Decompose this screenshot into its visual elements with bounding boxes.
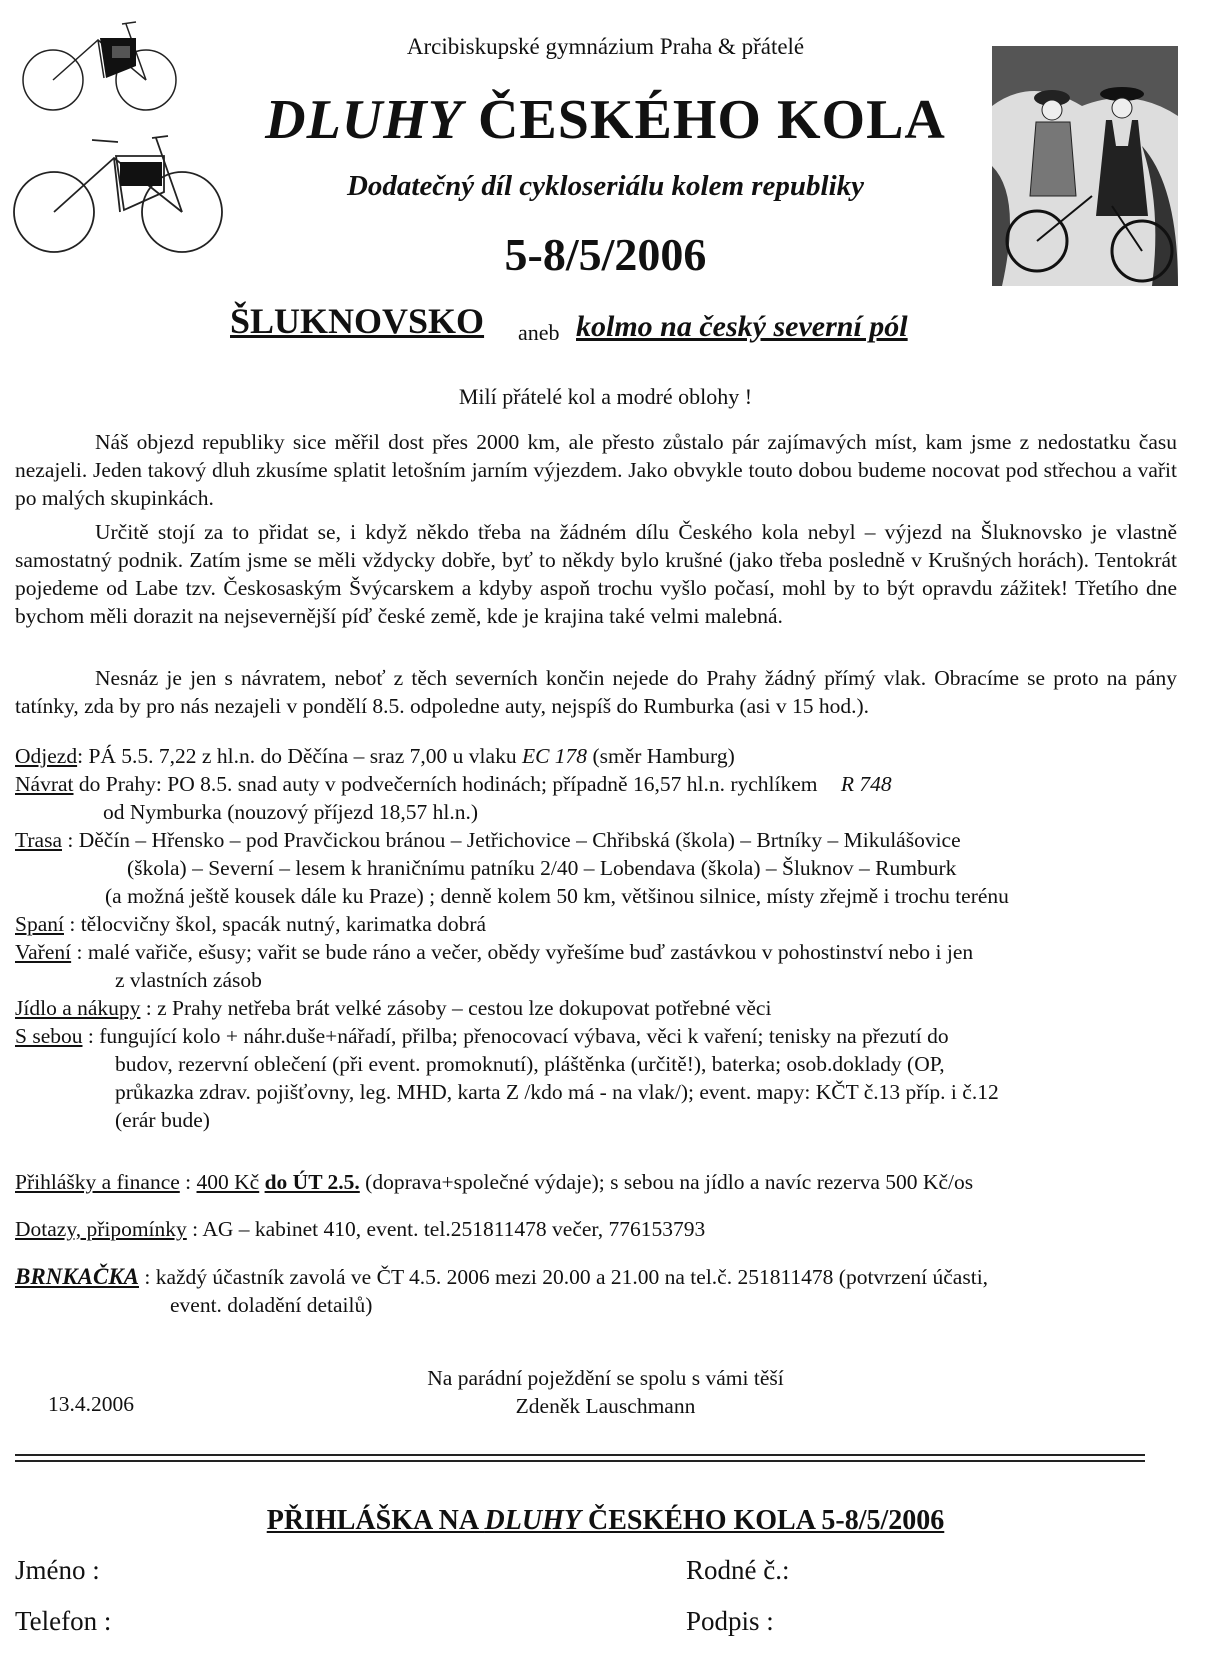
vareni-label: Vaření — [15, 940, 72, 964]
questions-label: Dotazy, připomínky — [15, 1217, 187, 1241]
paragraph-3: Nesnáz je jen s návratem, neboť z těch severních končin nejede do Prahy žádný přímý vlak. Obracíme se proto na pány tatínky, zda by pro nás nezajeli v pondělí 8.5. odpoledne auty, nejspíš do Rumburka (asi v 15 hod.). — [15, 666, 1177, 718]
closing — [0, 1364, 1211, 1420]
signature-name: Zdeněk Lauschmann — [515, 1394, 696, 1418]
motto: kolmo na český severní pól — [576, 310, 908, 343]
finance-line — [15, 1170, 973, 1195]
navrat-cont: od Nymburka (nouzový příjezd 18,57 hl.n.) — [103, 800, 478, 824]
phone-field-label: Telefon : — [15, 1606, 112, 1636]
spani-row — [15, 910, 1180, 938]
trasa-text: : Děčín – Hřensko – pod Pravčickou bránou – Jetřichovice – Chřibská (škola) – Brtníky – Mikulášovice — [62, 828, 961, 852]
vareni-cont: z vlastních zásob — [115, 968, 262, 992]
finance-amount: 400 Kč — [196, 1170, 260, 1194]
brnkacka-text: : každý účastník zavolá ve ČT 4.5. 2006 mezi 20.00 a 21.00 na tel.č. 251811478 (potvrzení účasti, — [139, 1265, 989, 1289]
conjunction: aneb — [518, 320, 560, 345]
divider-line — [15, 1454, 1145, 1456]
sebou-cont-2: průkazka zdrav. pojišťovny, leg. MHD, karta Z /kdo má - na vlak/); event. mapy: KČT č.13 příp. i č.12 — [115, 1080, 999, 1104]
brnkacka-cont: event. doladění detailů) — [170, 1293, 373, 1317]
letter-date: 13.4.2006 — [48, 1392, 134, 1416]
odjezd-train: EC 178 — [521, 744, 588, 768]
event-dates: 5-8/5/2006 — [504, 229, 707, 280]
odjezd-tail: (směr Hamburg) — [592, 744, 735, 768]
name-field-label: Jméno : — [15, 1555, 100, 1585]
paragraph-2: Určitě stojí za to přidat se, i když někdo třeba na žádném dílu Českého kola nebyl – výjezd na Šluknovsko je vlastně samostatný podnik. Zatím jsme se měli vždycky dobře, byť to někdy bylo krušné (jako třeba posledně v Krušných horách). Tentokrát pojedeme od Labe tzv. Českosaským Švýcarskem a kdyby aspoň trochu vyšlo počasí, mohl by to být opravdu zážitek! Třetího dne bychom měli dorazit na nejsevernější píď české země, kde je krajina také velmi malebná. — [15, 520, 1177, 628]
greeting: Milí přátelé kol a modré oblohy ! — [458, 384, 753, 409]
odjezd-label: Odjezd — [15, 744, 78, 768]
finance-label: Přihlášky a finance — [15, 1170, 180, 1194]
closing-line: Na parádní poježdění se spolu s vámi těší — [427, 1366, 784, 1390]
region-heading: ŠLUKNOVSKO — [230, 301, 485, 341]
vintage-cyclists-photo — [992, 46, 1178, 286]
jidlo-text: : z Prahy netřeba brát velké zásoby – cestou lze dokupovat potřebné věci — [140, 996, 772, 1020]
questions-line — [15, 1217, 705, 1242]
vareni-row — [15, 938, 1180, 966]
spani-label: Spaní — [15, 912, 64, 936]
navrat-train: R 748 — [840, 772, 892, 796]
finance-deadline: do ÚT 2.5. — [264, 1170, 360, 1194]
title-rest: ČESKÉHO KOLA — [477, 89, 946, 151]
vareni-text: : malé vařiče, ešusy; vařit se bude ráno a večer, obědy vyřešíme buď zastávkou v pohostinství nebo i jen — [71, 940, 974, 964]
sebou-label: S sebou — [15, 1024, 83, 1048]
odjezd-text: : PÁ 5.5. 7,22 z hl.n. do Děčína – sraz 7,00 u vlaku — [77, 744, 517, 768]
navrat-label: Návrat — [15, 772, 74, 796]
spani-text: : tělocvičny škol, spacák nutný, karimatka dobrá — [63, 912, 487, 936]
navrat-text: do Prahy: PO 8.5. snad auty v podvečerních hodinách; případně 16,57 hl.n. rychlíkem — [73, 772, 818, 796]
navrat-row — [15, 770, 1180, 798]
divider-line — [15, 1460, 1145, 1462]
finance-sep: : — [179, 1170, 197, 1194]
trasa-row — [15, 826, 1180, 854]
sebou-text: : fungující kolo + náhr.duše+nářadí, přilba; přenocovací výbava, věci k vaření; tenisky na přezutí do — [82, 1024, 949, 1048]
brnkacka-label: BRNKAČKA — [15, 1264, 139, 1289]
form-title-b: ČESKÉHO KOLA 5-8/5/2006 — [580, 1505, 945, 1536]
form-title — [0, 1505, 1211, 1537]
title-italic: DLUHY — [265, 89, 463, 151]
paragraph-1: Náš objezd republiky sice měřil dost přes 2000 km, ale přesto zůstalo pár zajímavých míst, kam jsme z nedostatku času nezajeli. Jeden takový dluh zkusíme splatit letošním jarním výjezdem. Jako obvykle touto dobou budeme nocovat pod střechou a vařit po malých skupinkách. — [15, 430, 1177, 510]
odjezd-row — [15, 742, 1180, 770]
trasa-cont-1: (škola) – Severní – lesem k hraničnímu patníku 2/40 – Lobendava (škola) – Šluknov – Rumburk — [127, 856, 957, 880]
brnkacka-block — [15, 1263, 1180, 1319]
signature-field-label: Podpis : — [686, 1606, 774, 1636]
trasa-label: Trasa — [15, 828, 62, 852]
birth-number-field-label: Rodné č.: — [686, 1555, 790, 1585]
form-title-a: PŘIHLÁŠKA NA — [266, 1505, 485, 1536]
form-title-italic: DLUHY — [484, 1505, 581, 1536]
organizer-line: Arcibiskupské gymnázium Praha & přátelé — [406, 34, 805, 59]
questions-text: : AG – kabinet 410, event. tel.251811478 večer, 776153793 — [186, 1217, 706, 1241]
trasa-cont-2: (a možná ještě kousek dále ku Praze) ; denně kolem 50 km, většinou silnice, místy zřejmě i trochu terénu — [105, 884, 1009, 908]
sebou-cont-1: budov, rezervní oblečení (při event. promoknutí), pláštěnka (určitě!), baterka; osob.doklady (OP, — [115, 1052, 945, 1076]
sebou-row — [15, 1022, 1180, 1050]
jidlo-label: Jídlo a nákupy — [15, 996, 141, 1020]
trip-details — [15, 742, 1180, 1162]
subtitle: Dodatečný díl cykloseriálu kolem republiky — [346, 170, 865, 202]
finance-rest: (doprava+společné výdaje); s sebou na jídlo a navíc rezerva 500 Kč/os — [359, 1170, 974, 1194]
jidlo-row — [15, 994, 1180, 1022]
sebou-cont-3: (erár bude) — [115, 1108, 210, 1132]
